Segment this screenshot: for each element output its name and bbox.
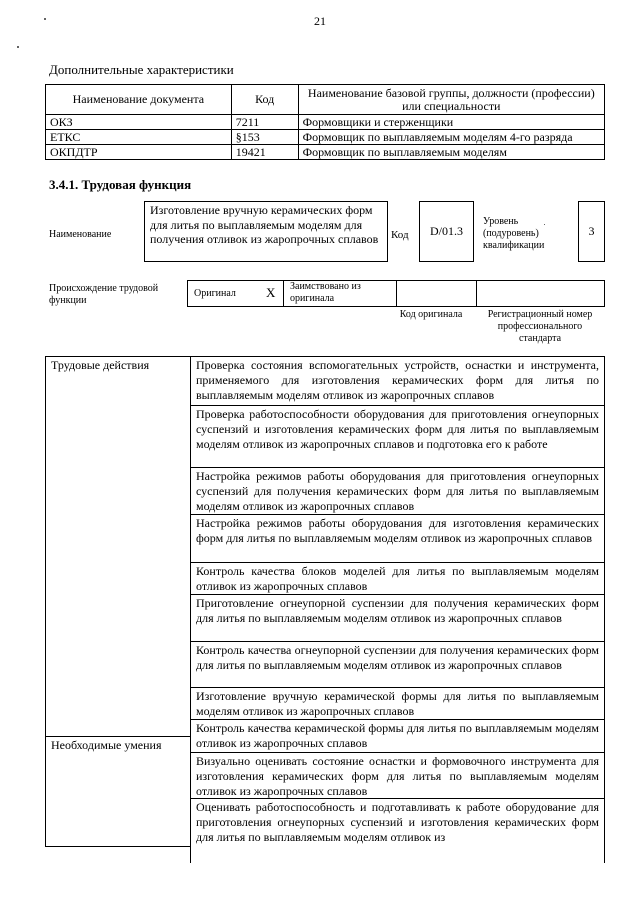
header-group: Наименование базовой группы, должности (профессии) или специальности <box>298 85 604 115</box>
origin-code-caption: Код оригинала <box>399 309 463 320</box>
original-label: Оригинал <box>194 288 236 299</box>
list-item: Оценивать работоспособность и подготавливать к работе оборудование для приготовления огнеупорных суспензий и изготовления керамических форм для литья по выплавляемым моделям отливок из <box>190 799 605 863</box>
cell-group: Формовщик по выплавляемым моделям 4-го разряда <box>298 130 604 145</box>
cell-code: 19421 <box>231 145 298 160</box>
category-skills <box>45 737 190 847</box>
category-label: Трудовые действия <box>51 358 150 372</box>
borrowed-label: Заимствовано из оригинала <box>290 281 361 304</box>
level-value: 3 <box>588 224 595 238</box>
name-label: Наименование <box>49 229 112 240</box>
table-row <box>46 115 605 130</box>
list-item: Приготовление огнеупорной суспензии для получения керамических форм для литья по выплавляемым моделям отливок из жаропрочных сплавов <box>190 595 605 642</box>
code-label: Код <box>391 229 409 241</box>
list-item: Контроль качества блоков моделей для литья по выплавляемым моделям отливок из жаропрочных сплавов <box>190 563 605 595</box>
category-labor-actions <box>45 356 190 737</box>
details-categories <box>45 356 190 847</box>
original-mark: X <box>266 285 276 300</box>
function-name-box <box>144 201 388 262</box>
table-header-row <box>46 85 605 115</box>
cell-code: 7211 <box>231 115 298 130</box>
scan-speck <box>544 224 545 225</box>
origin-label: Происхождение трудовой функции <box>49 283 159 306</box>
category-label: Необходимые умения <box>51 738 162 752</box>
list-item: Проверка работоспособности оборудования для приготовления огнеупорных суспензий и изготовления керамических форм для литья по выплавляемым моделям отливок из жаропрочных сплавов и подготовка его к работе <box>190 406 605 468</box>
cell-document: ЕТКС <box>46 130 232 145</box>
level-label: Уровень (подуровень) квалификации <box>483 216 545 251</box>
details-items <box>190 356 605 863</box>
header-document: Наименование документа <box>46 85 232 115</box>
cell-group: Формовщики и стерженщики <box>298 115 604 130</box>
reg-number-caption: Регистрационный номер профессионального стандарта <box>487 309 593 344</box>
scan-speck <box>44 18 46 20</box>
table-row <box>46 145 605 160</box>
code-box <box>419 201 474 262</box>
header-code: Код <box>231 85 298 115</box>
additional-title: Дополнительные характеристики <box>49 62 234 77</box>
cell-group: Формовщик по выплавляемым моделям <box>298 145 604 160</box>
list-item: Настройка режимов работы оборудования для изготовления керамических форм для литья по выплавляемым моделям отливок из жаропрочных сплавов <box>190 515 605 563</box>
function-name-value: Изготовление вручную керамических форм для литья по выплавляемым моделям для получения отливок из жаропрочных сплавов <box>150 203 379 246</box>
list-item: Изготовление вручную керамической формы для литья по выплавляемым моделям отливок из жаропрочных сплавов <box>190 688 605 720</box>
list-item: Контроль качества огнеупорной суспензии для получения керамических форм для литья по выплавляемым моделям отливок из жаропрочных сплавов <box>190 642 605 688</box>
list-item: Проверка состояния вспомогательных устройств, оснастки и инструмента, применяемого для изготовления керамических форм для литья по выплавляемым моделям отливок из жаропрочных сплавов <box>190 356 605 406</box>
list-item: Визуально оценивать состояние оснастки и формовочного инструмента для изготовления керамических форм для литья по выплавляемым моделям отливок из жаропрочных сплавов <box>190 753 605 799</box>
cell-document: ОКПДТР <box>46 145 232 160</box>
origin-divider <box>283 280 284 307</box>
code-value: D/01.3 <box>430 224 463 238</box>
table-row <box>46 130 605 145</box>
origin-divider <box>396 280 397 307</box>
list-item: Контроль качества керамической формы для литья по выплавляемым моделям отливок из жаропрочных сплавов <box>190 720 605 753</box>
level-box <box>578 201 605 262</box>
list-item: Настройка режимов работы оборудования для приготовления огнеупорных суспензий для получения керамических форм для литья по выплавляемым моделям отливок из жаропрочных сплавов <box>190 468 605 515</box>
cell-document: ОКЗ <box>46 115 232 130</box>
page-number: 21 <box>314 14 326 28</box>
section-title: 3.4.1. Трудовая функция <box>49 177 192 192</box>
origin-divider <box>476 280 477 307</box>
additional-table <box>45 84 605 160</box>
scan-speck <box>17 46 19 48</box>
cell-code: §153 <box>231 130 298 145</box>
